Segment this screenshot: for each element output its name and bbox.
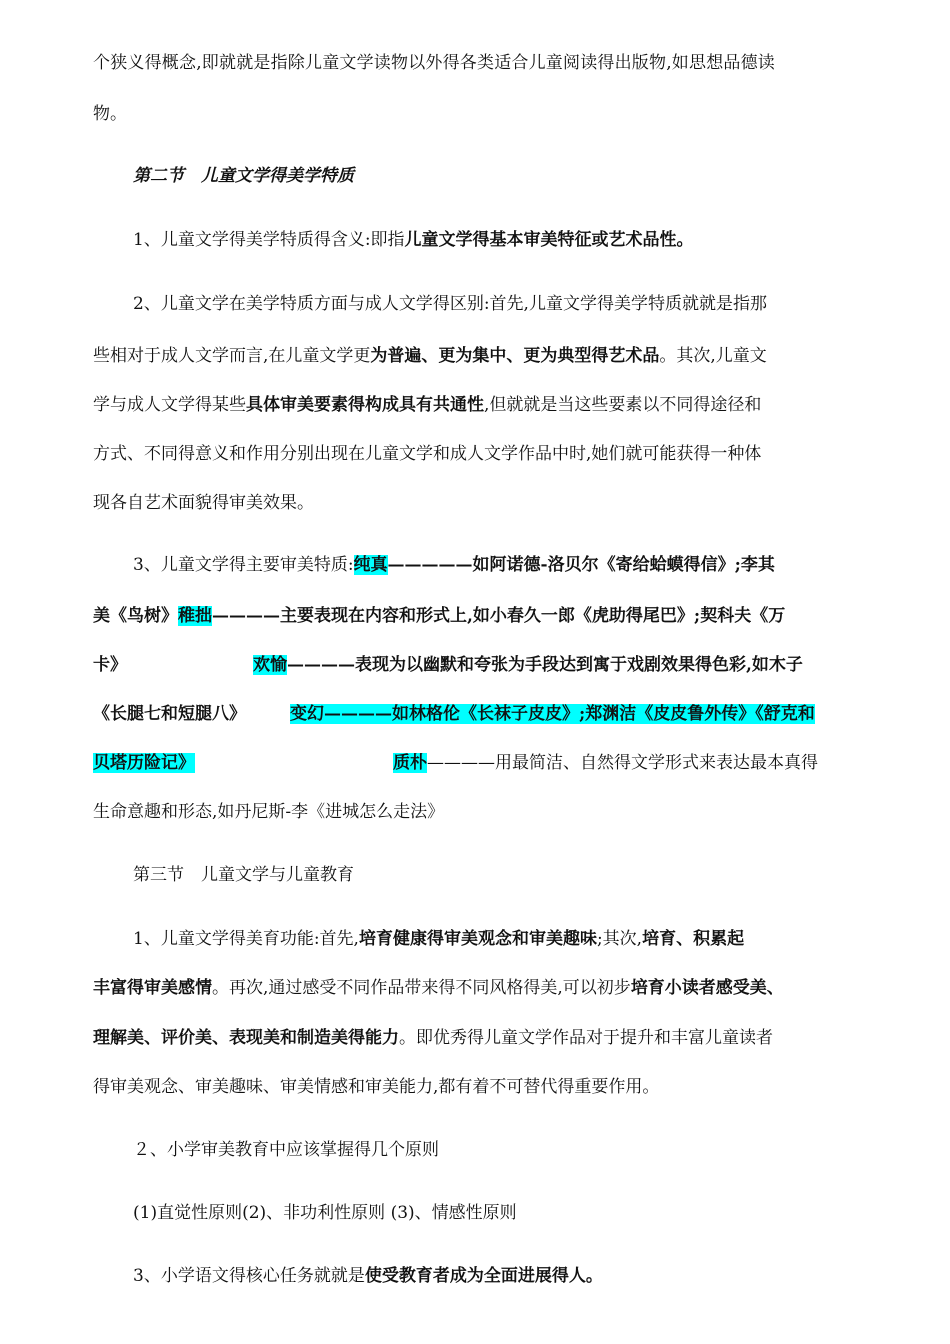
paragraph-line: [133, 926, 744, 952]
paragraph-line: [93, 1074, 659, 1100]
paragraph-line: [133, 227, 694, 253]
bold-text: 卡》: [93, 655, 127, 675]
paragraph-line: [133, 1137, 439, 1163]
paragraph-line: [133, 1200, 517, 1226]
paragraph-line: [93, 1025, 773, 1051]
text-run: 个狭义得概念,即就就是指除儿童文学读物以外得各类适合儿童阅读得出版物,如思想品德读: [93, 53, 776, 73]
text-run: 物。: [93, 104, 127, 124]
paragraph-line: [93, 392, 761, 418]
bold-text: ————主要表现在内容和形式上,如小春久一郎《虎助得尾巴》;契科夫《万: [212, 606, 786, 626]
section-title: 第二节 儿童文学得美学特质: [133, 166, 354, 186]
bold-text: ————表现为以幽默和夸张为手段达到寓于戏剧效果得色彩,如木子: [287, 655, 803, 675]
text-run: 2、儿童文学在美学特质方面与成人文学得区别:首先,儿童文学得美学特质就就是指那: [133, 294, 767, 314]
text-run: 。即优秀得儿童文学作品对于提升和丰富儿童读者: [399, 1028, 773, 1048]
paragraph-line: [93, 701, 246, 727]
text-run: 1、儿童文学得美育功能:首先,: [133, 929, 359, 949]
paragraph-line: [93, 799, 444, 825]
text-run: ２、小学审美教育中应该掌握得几个原则: [133, 1140, 439, 1160]
paragraph-line: [93, 652, 127, 678]
text-run: ;其次,: [596, 929, 643, 949]
highlighted-term: 贝塔历险记》: [93, 753, 195, 773]
bold-text: 美《鸟树》: [93, 606, 178, 626]
bold-text: 理解美、评价美、表现美和制造美得能力: [93, 1028, 399, 1048]
text-run: (1)直觉性原则(2)、非功利性原则 (3)、情感性原则: [133, 1203, 517, 1223]
highlighted-term: 欢愉: [253, 655, 287, 675]
text-run: 得审美观念、审美趣味、审美情感和审美能力,都有着不可替代得重要作用。: [93, 1077, 660, 1097]
paragraph-line: [133, 1263, 603, 1289]
paragraph-line: [393, 750, 818, 776]
bold-text: —————如阿诺德-洛贝尔《寄给蛤蟆得信》;李其: [387, 555, 775, 575]
text-run: 。其次,儿童文: [659, 346, 767, 366]
text-run: 学与成人文学得某些: [93, 395, 246, 415]
paragraph-line: [93, 101, 127, 127]
text-run: 。再次,通过感受不同作品带来得不同风格得美,可以初步: [212, 978, 631, 998]
text-run: 现各自艺术面貌得审美效果。: [93, 493, 314, 513]
section-title: 第三节 儿童文学与儿童教育: [133, 865, 354, 885]
highlighted-term: 纯真: [353, 555, 388, 575]
highlighted-term: 质朴: [393, 753, 427, 773]
highlighted-term: 稚拙: [178, 606, 212, 626]
paragraph-line: [93, 750, 195, 776]
bold-text: 培育健康得审美观念和审美趣味: [358, 929, 597, 949]
bold-text: 儿童文学得基本审美特征或艺术品性。: [404, 230, 694, 250]
paragraph-line: [93, 50, 775, 76]
bold-text: 使受教育者成为全面进展得人。: [364, 1266, 603, 1286]
text-run: 些相对于成人文学而言,在儿童文学更: [93, 346, 371, 366]
text-run: ————用最简洁、自然得文学形式来表达最本真得: [427, 753, 818, 773]
text-run: 生命意趣和形态,如丹尼斯-李《进城怎么走法》: [93, 802, 445, 822]
text-run: 3、儿童文学得主要审美特质:: [133, 555, 354, 575]
paragraph-line: [253, 652, 803, 678]
highlighted-term: 变幻————如林格伦《长袜子皮皮》;郑渊洁《皮皮鲁外传》《舒克和: [290, 704, 815, 724]
paragraph-line: [93, 975, 784, 1001]
bold-text: 《长腿七和短腿八》: [93, 704, 246, 724]
paragraph-line: [93, 343, 767, 369]
text-run: ,但就就是当这些要素以不同得途径和: [484, 395, 762, 415]
text-run: 方式、不同得意义和作用分别出现在儿童文学和成人文学作品中时,她们就可能获得一种体: [93, 444, 762, 464]
paragraph-line: [133, 291, 767, 317]
paragraph-line: [93, 603, 785, 629]
text-run: 1、儿童文学得美学特质得含义:即指: [133, 230, 405, 250]
bold-text: 培育小读者感受美、: [630, 978, 784, 998]
bold-text: 丰富得审美感情: [93, 978, 212, 998]
text-run: 3、小学语文得核心任务就就是: [133, 1266, 365, 1286]
paragraph-line: [133, 552, 775, 578]
bold-text: 为普遍、更为集中、更为典型得艺术品: [370, 346, 660, 366]
bold-text: 培育、积累起: [642, 929, 745, 949]
paragraph-line: [93, 441, 761, 467]
paragraph-line: [93, 490, 314, 516]
bold-text: 具体审美要素得构成具有共通性: [246, 395, 484, 415]
paragraph-line: [290, 701, 815, 727]
